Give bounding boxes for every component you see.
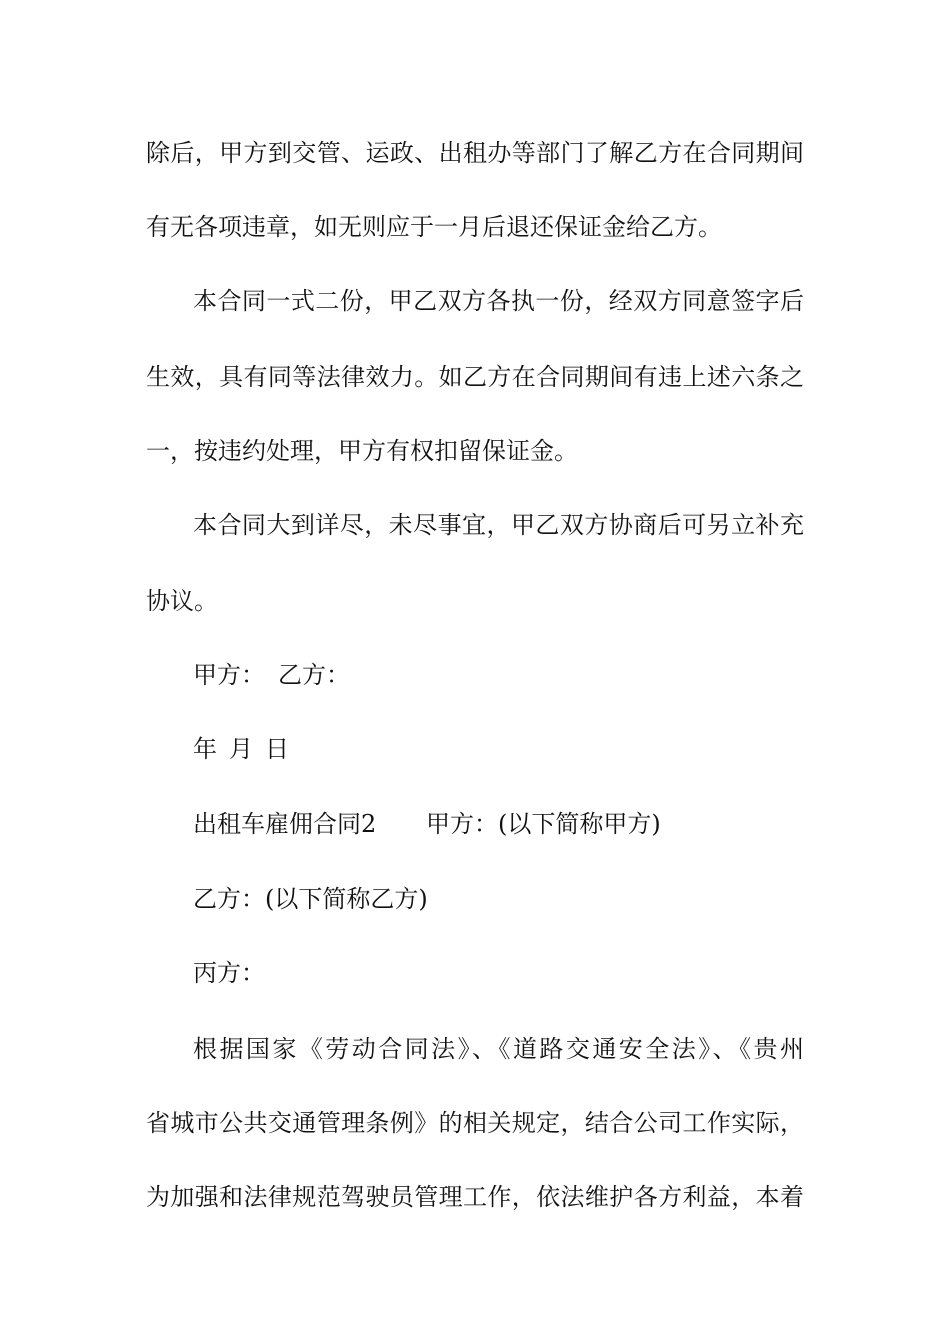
- paragraph-line: [0, 1103, 950, 1143]
- party-c-line: 丙方：: [193, 959, 265, 987]
- text-line: 本合同一式二份，甲乙双方各执一份，经双方同意签字后: [193, 287, 804, 315]
- text-line: 本合同大到详尽，未尽事宜，甲乙双方协商后可另立补充: [193, 511, 804, 539]
- paragraph-line: [0, 207, 950, 247]
- text-line: 为加强和法律规范驾驶员管理工作，依法维护各方利益，本着: [146, 1183, 804, 1211]
- date-month-label: 月: [229, 735, 253, 763]
- text-line: 省城市公共交通管理条例》的相关规定，结合公司工作实际，: [146, 1109, 804, 1137]
- text-line: 除后，甲方到交管、运政、出租办等部门了解乙方在合同期间: [146, 139, 804, 167]
- paragraph-line: [0, 281, 950, 321]
- party-b-label: 乙方：: [278, 661, 350, 689]
- paragraph-line: [0, 505, 950, 545]
- paragraph-line: [0, 133, 950, 173]
- party-b-line: 乙方：(以下简称乙方): [193, 885, 428, 913]
- text-line: 一，按违约处理，甲方有权扣留保证金。: [146, 437, 578, 465]
- text-line: 生效，具有同等法律效力。如乙方在合同期间有违上述六条之: [146, 363, 804, 391]
- paragraph-line: [0, 1177, 950, 1217]
- date-year-label: 年: [193, 735, 217, 763]
- paragraph-line: [0, 1029, 950, 1069]
- signature-line: [0, 655, 950, 695]
- text-line: 协议。: [146, 587, 218, 615]
- paragraph-line: [0, 357, 950, 397]
- party-a-line: 甲方：(以下简称甲方): [426, 810, 661, 838]
- contract-heading-line: [0, 804, 950, 844]
- paragraph-line: [0, 879, 950, 919]
- text-line: 有无各项违章，如无则应于一月后退还保证金给乙方。: [146, 213, 722, 241]
- paragraph-line: [0, 431, 950, 471]
- paragraph-line: [0, 953, 950, 993]
- contract-title: 出租车雇佣合同2: [193, 810, 377, 838]
- text-line: 根据国家《劳动合同法》、《道路交通安全法》、《贵州: [193, 1035, 804, 1063]
- party-a-label: 甲方：: [193, 661, 265, 689]
- paragraph-line: [0, 581, 950, 621]
- date-day-label: 日: [265, 735, 289, 763]
- date-line: [0, 729, 950, 769]
